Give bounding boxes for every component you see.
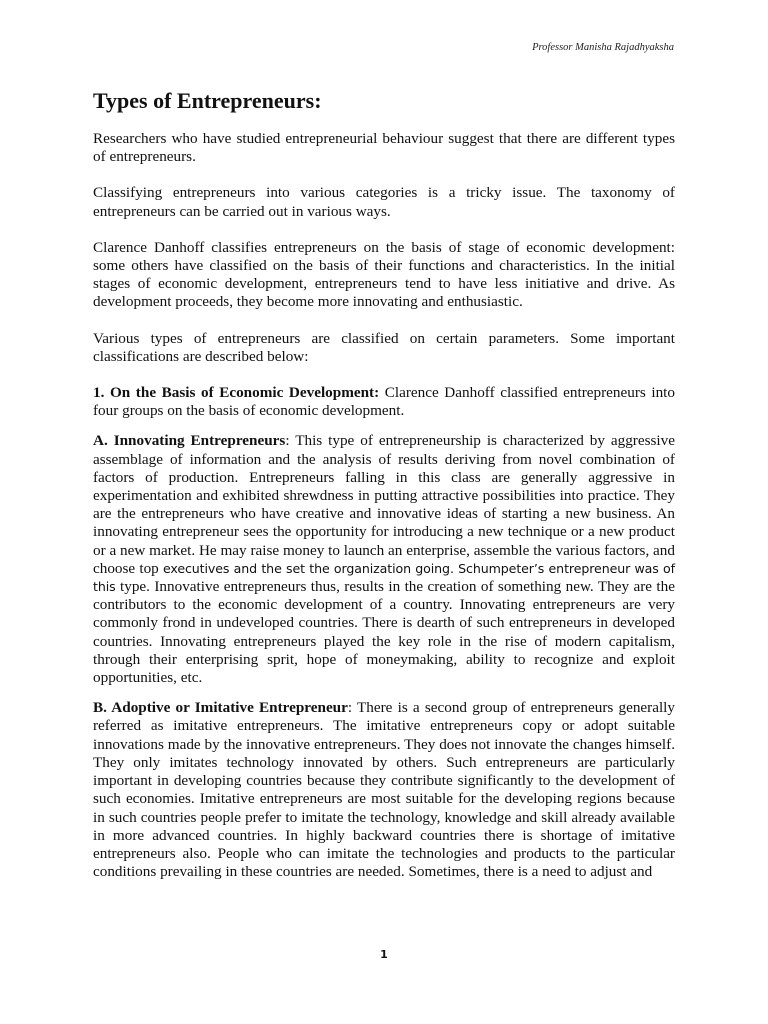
section-imitative-entrepreneur [93,699,675,881]
section-1-heading: 1. On the Basis of Economic Development: [93,384,380,402]
paragraph-intro: Researchers who have studied entrepreneurial behaviour suggest that there are different types of entrepreneurs. [93,130,675,166]
page-number: 1 [380,948,388,961]
paragraph-danhoff: Clarence Danhoff classifies entrepreneurs on the basis of stage of economic development: some others have classified on the basis of their functions and characteristics. In the initial stages of economic development, entrepreneurs tend to have less initiative and drive. As development proceeds, they become more innovating and enthusiastic. [93,238,675,311]
section-a-heading: A. Innovating Entrepreneurs [93,432,286,450]
section-b-text: : There is a second group of entrepreneurs generally referred as imitative entrepreneurs. The imitative entrepreneurs copy or adopt suitable innovations made by the innovative entrepreneurs. They does not innovate the changes himself. They only imitates technology innovated by others. Such entrepreneurs are particularly important in developing countries because they contribute significantly to the development of such economies. Imitative entrepreneurs are most suitable for the developing regions because in such countries people prefer to imitate the technology, knowledge and skill already available in more advanced countries. In highly backward countries there is shortage of imitative entrepreneurs also. People who can imitate the technologies and products to the particular conditions prevailing in these countries are needed. Sometimes, there is a need to adjust and [93,699,675,881]
section-economic-development [93,384,675,420]
page-title: Types of Entrepreneurs: [93,88,322,113]
paragraph-parameters: Various types of entrepreneurs are classified on certain parameters. Some important classifications are described below: [93,329,675,365]
section-a-text-end: type. Innovative entrepreneurs thus, results in the creation of something new. They are the contributors to the economic development of a country. Innovating entrepreneurs are very commonly frond in undeveloped countries. There is dearth of such entrepreneurs in developed countries. Innovating entrepreneurs played the key role in the rise of modern capitalism, through their enterprising sprit, hope of moneymaking, ability to recognize and exploit opportunities, etc. [93,578,675,687]
section-b-heading: B. Adoptive or Imitative Entrepreneur [93,699,348,717]
section-a-text-sans: executives and the set the organization going. Schumpeter’s entrepreneur was of this [93,560,675,595]
document-body [93,86,675,893]
page-header-author: Professor Manisha Rajadhyaksha [532,42,674,53]
paragraph-classifying: Classifying entrepreneurs into various categories is a tricky issue. The taxonomy of entrepreneurs can be carried out in various ways. [93,184,675,220]
section-1-text: Clarence Danhoff classified entrepreneurs into four groups on the basis of economic development. [93,384,675,420]
section-innovating-entrepreneurs [93,432,675,687]
section-a-text-start: : This type of entrepreneurship is characterized by aggressive assemblage of information and the analysis of results deriving from novel combination of factors of production. Entrepreneurs falling in this class are generally aggressive in experimentation and exhibited shrewdness in putting attractive possibilities into practice. They are the entrepreneurs who have creative and innovative ideas of starting a new business. An innovating entrepreneur sees the opportunity for introducing a new technique or a new product or a new market. He may raise money to launch an enterprise, assemble the various factors, and choose top [93,432,675,577]
